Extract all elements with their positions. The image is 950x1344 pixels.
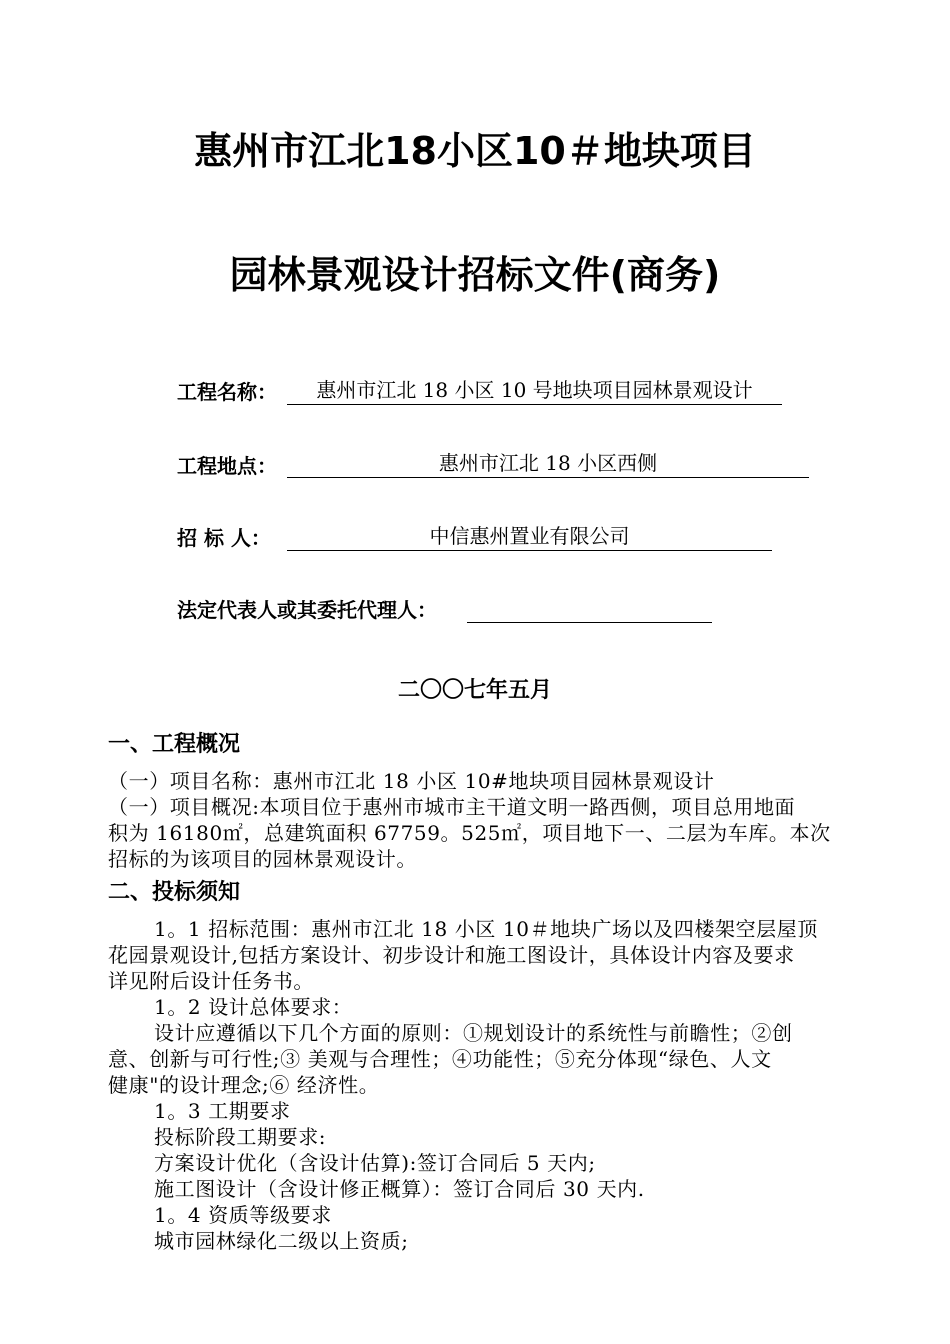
paragraph-line: 详见附后设计任务书。 xyxy=(108,969,314,993)
project-name-value: 惠州市江北 18 小区 10 号地块项目园林景观设计 xyxy=(287,376,782,405)
paragraph-line: 健康"的设计理念;⑥ 经济性。 xyxy=(108,1073,380,1097)
paragraph-line: 1。2 设计总体要求： xyxy=(154,995,353,1019)
project-location-label: 工程地点： xyxy=(177,454,277,478)
paragraph-line: 设计应遵循以下几个方面的原则：①规划设计的系统性与前瞻性；②创 xyxy=(154,1021,793,1045)
paragraph-line: 城市园林绿化二级以上资质; xyxy=(154,1229,409,1253)
paragraph-line: 招标的为该项目的园林景观设计。 xyxy=(108,847,417,871)
bidder-value: 中信惠州置业有限公司 xyxy=(287,522,772,551)
paragraph-line: 施工图设计（含设计修正概算）：签订合同后 30 天内. xyxy=(154,1177,645,1201)
section-2-heading: 二、投标须知 xyxy=(108,880,241,905)
bidder-label: 招 标 人： xyxy=(177,526,271,550)
project-location-value: 惠州市江北 18 小区西侧 xyxy=(287,449,809,478)
paragraph-line: 1。1 招标范围：惠州市江北 18 小区 10＃地块广场以及四楼架空层屋顶 xyxy=(154,917,818,941)
paragraph-line: 投标阶段工期要求: xyxy=(154,1125,327,1149)
document-date: 二〇〇七年五月 xyxy=(397,678,552,703)
section-1-heading: 一、工程概况 xyxy=(108,732,241,757)
paragraph-line: 1。3 工期要求 xyxy=(154,1099,291,1123)
paragraph-line: 意、创新与可行性;③ 美观与合理性；④功能性；⑤充分体现“绿色、人文 xyxy=(108,1047,772,1071)
legal-rep-value xyxy=(467,594,712,623)
document-title-line-2: 园林景观设计招标文件(商务) xyxy=(229,253,721,297)
project-name-label: 工程名称： xyxy=(177,380,277,404)
paragraph-line: 1。4 资质等级要求 xyxy=(154,1203,332,1227)
paragraph-line: （一）项目概况:本项目位于惠州市城市主干道文明一路西侧，项目总用地面 xyxy=(108,795,796,819)
document-title-line-1: 惠州市江北18小区10＃地块项目 xyxy=(194,129,756,173)
paragraph-line: 方案设计优化（含设计估算):签订合同后 5 天内; xyxy=(154,1151,596,1175)
legal-rep-label: 法定代表人或其委托代理人： xyxy=(177,598,437,622)
paragraph-line: （一）项目名称：惠州市江北 18 小区 10#地块项目园林景观设计 xyxy=(108,769,715,793)
paragraph-line: 积为 16180㎡，总建筑面积 67759。525㎡，项目地下一、二层为车库。本次 xyxy=(108,821,831,845)
paragraph-line: 花园景观设计,包括方案设计、初步设计和施工图设计，具体设计内容及要求 xyxy=(108,943,795,967)
